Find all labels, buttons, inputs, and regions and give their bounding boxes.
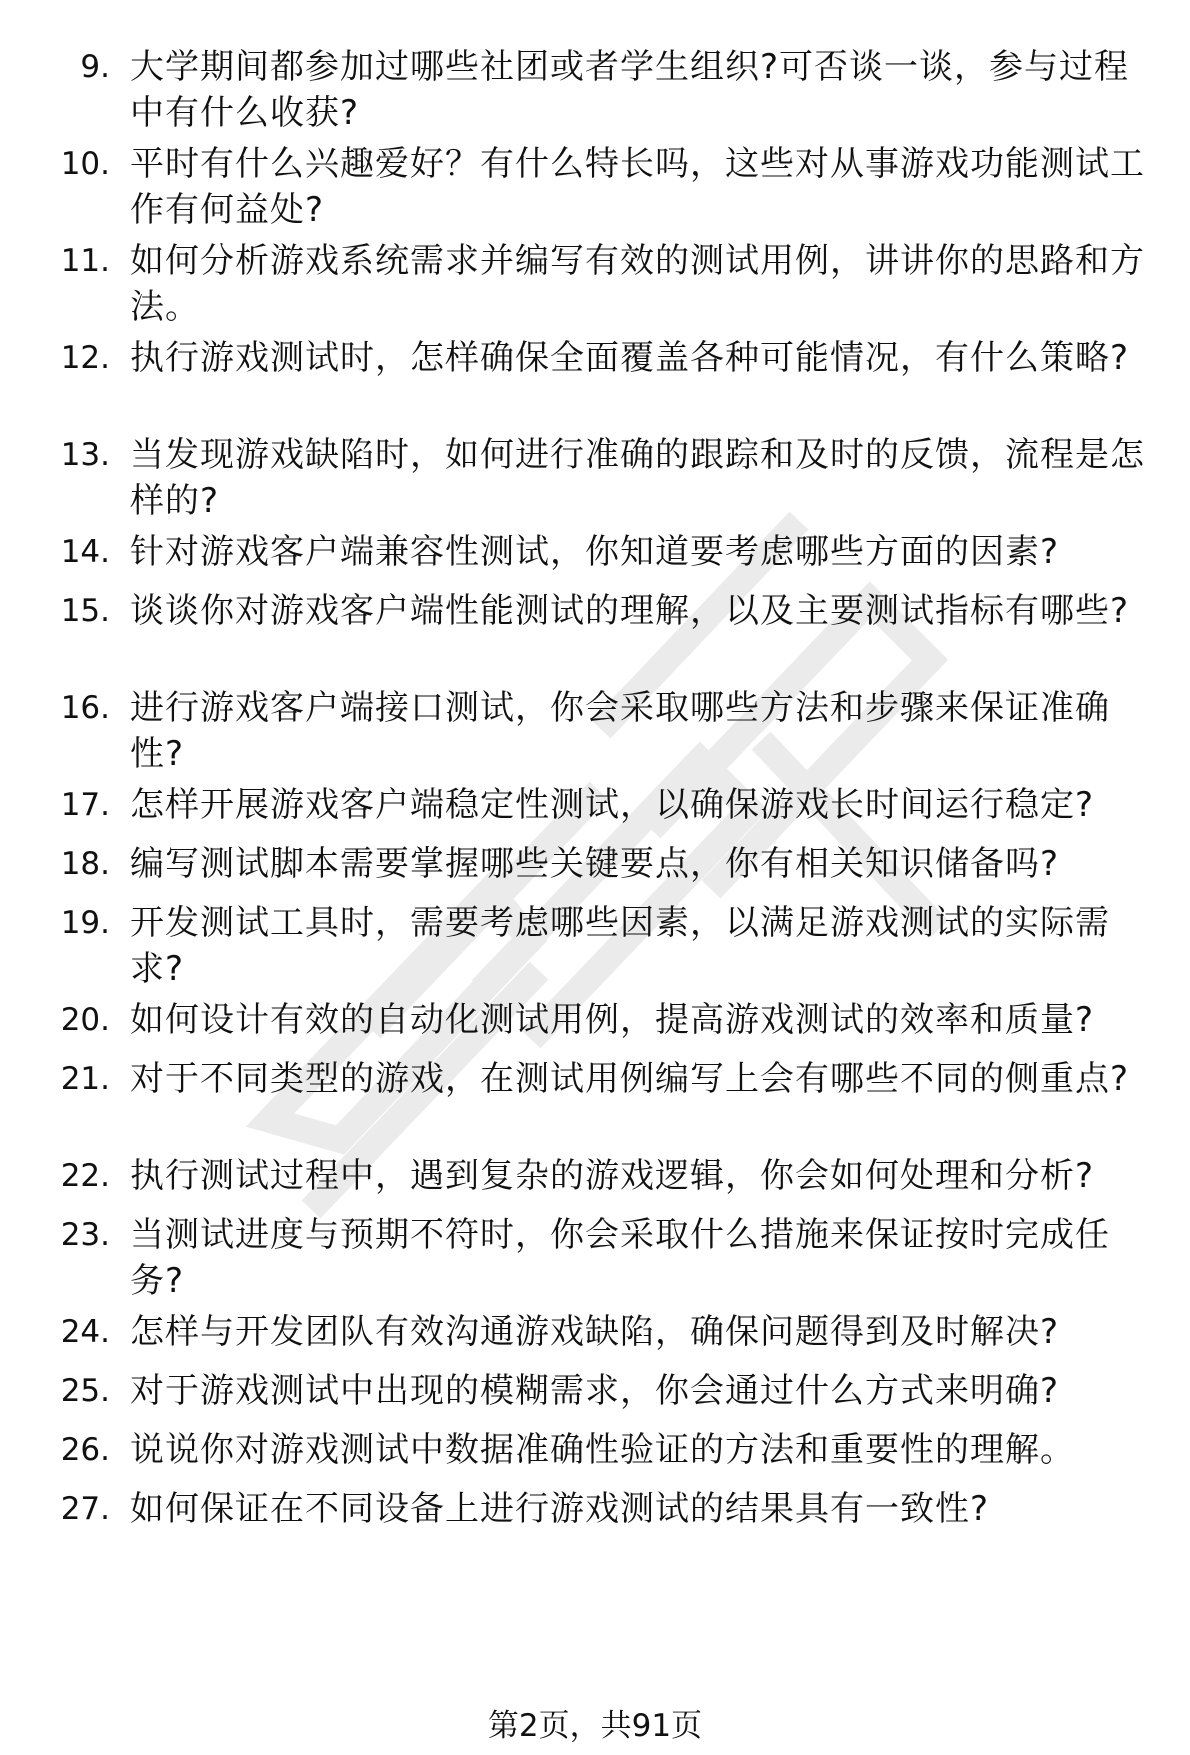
- question-text: 当发现游戏缺陷时，如何进行准确的跟踪和及时的反馈，流程是怎样的?: [130, 435, 1145, 521]
- question-number: 19.: [60, 905, 110, 941]
- question-number: 26.: [60, 1432, 110, 1468]
- question-text: 执行测试过程中，遇到复杂的游戏逻辑，你会如何处理和分析?: [130, 1156, 1095, 1196]
- question-text: 如何分析游戏系统需求并编写有效的测试用例，讲讲你的思路和方法。: [130, 241, 1145, 327]
- question-text: 当测试进度与预期不符时，你会采取什么措施来保证按时完成任务?: [130, 1215, 1110, 1301]
- question-number: 12.: [60, 340, 110, 376]
- question-text: 执行游戏测试时，怎样确保全面覆盖各种可能情况，有什么策略?: [130, 338, 1130, 378]
- question-text: 谈谈你对游戏客户端性能测试的理解，以及主要测试指标有哪些?: [130, 591, 1130, 631]
- question-text: 针对游戏客户端兼容性测试，你知道要考虑哪些方面的因素?: [130, 532, 1060, 572]
- question-text: 对于不同类型的游戏，在测试用例编写上会有哪些不同的侧重点?: [130, 1059, 1130, 1099]
- page-number-footer: 第2页，共91页: [487, 1708, 703, 1744]
- question-number: 15.: [60, 593, 110, 629]
- question-text: 大学期间都参加过哪些社团或者学生组织?可否谈一谈，参与过程中有什么收获?: [130, 47, 1130, 133]
- question-number: 20.: [60, 1002, 110, 1038]
- question-number: 23.: [60, 1217, 110, 1253]
- question-text: 怎样开展游戏客户端稳定性测试，以确保游戏长时间运行稳定?: [130, 785, 1095, 825]
- question-text: 如何保证在不同设备上进行游戏测试的结果具有一致性?: [130, 1489, 990, 1529]
- question-text: 进行游戏客户端接口测试，你会采取哪些方法和步骤来保证准确性?: [130, 688, 1110, 774]
- question-text: 开发测试工具时，需要考虑哪些因素，以满足游戏测试的实际需求?: [130, 903, 1110, 989]
- question-number: 21.: [60, 1061, 110, 1097]
- question-number: 27.: [60, 1491, 110, 1527]
- question-number: 18.: [60, 846, 110, 882]
- question-number: 14.: [60, 534, 110, 570]
- question-number: 13.: [60, 437, 110, 473]
- question-number: 9.: [80, 49, 110, 85]
- question-number: 11.: [60, 243, 110, 279]
- question-text: 平时有什么兴趣爱好？有什么特长吗，这些对从事游戏功能测试工作有何益处?: [130, 144, 1145, 230]
- question-number: 16.: [60, 690, 110, 726]
- question-text: 怎样与开发团队有效沟通游戏缺陷，确保问题得到及时解决?: [130, 1312, 1060, 1352]
- question-text: 如何设计有效的自动化测试用例，提高游戏测试的效率和质量?: [130, 1000, 1095, 1040]
- question-number: 24.: [60, 1314, 110, 1350]
- question-text: 对于游戏测试中出现的模糊需求，你会通过什么方式来明确?: [130, 1371, 1060, 1411]
- question-number: 22.: [60, 1158, 110, 1194]
- question-number: 17.: [60, 787, 110, 823]
- question-number: 25.: [60, 1373, 110, 1409]
- question-number: 10.: [60, 146, 110, 182]
- question-text: 编写测试脚本需要掌握哪些关键要点，你有相关知识储备吗?: [130, 844, 1060, 884]
- question-text: 说说你对游戏测试中数据准确性验证的方法和重要性的理解。: [130, 1430, 1075, 1470]
